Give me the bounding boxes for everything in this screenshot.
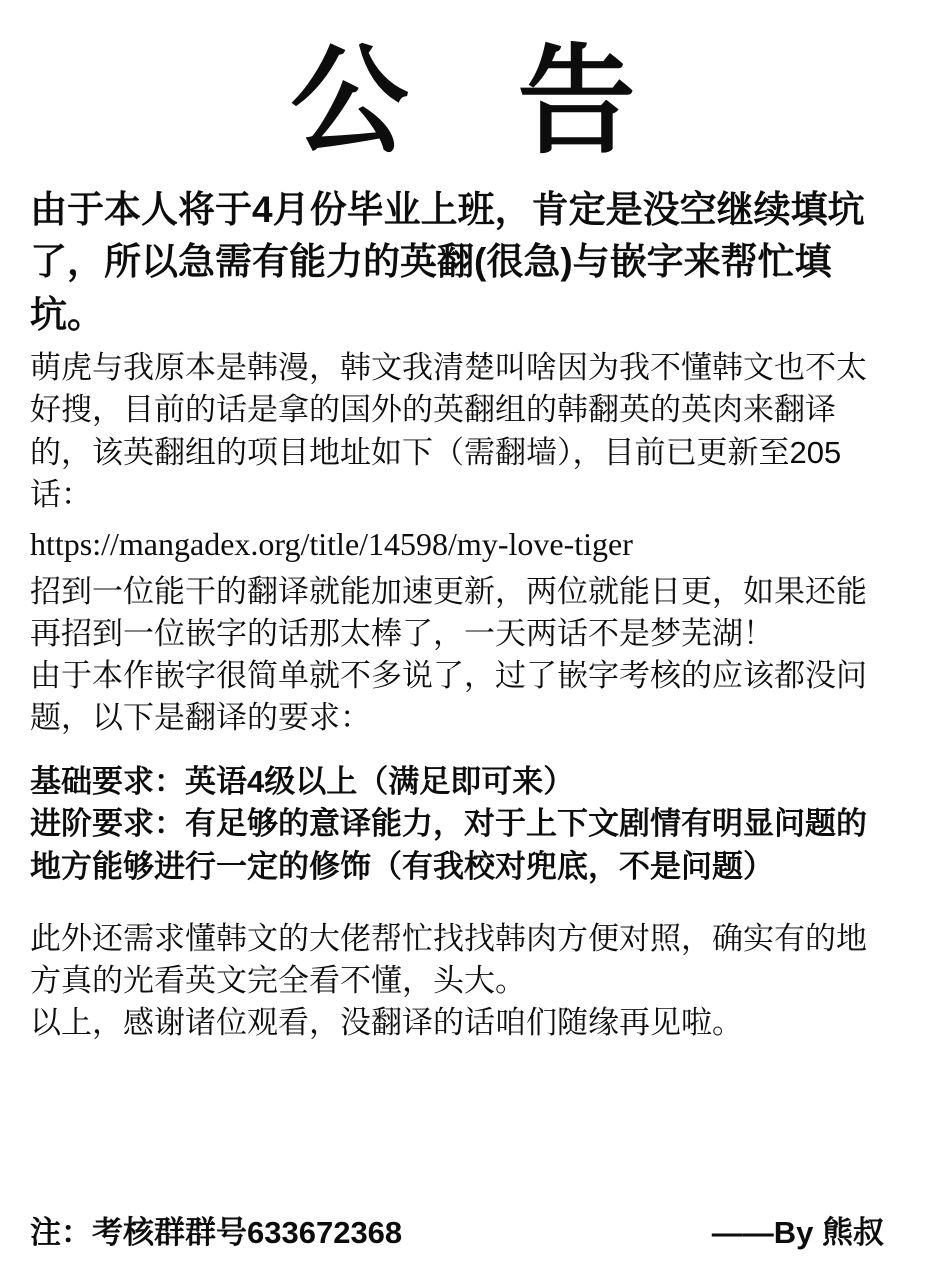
requirement-basic: 基础要求：英语4级以上（满足即可来） (30, 764, 575, 800)
requirement-advanced: 进阶要求：有足够的意译能力，对于上下文剧情有明显问题的地方能够进行一定的修饰（有我校对兜底，不是问题） (30, 806, 867, 884)
paragraph-source-info: 萌虎与我原本是韩漫，韩文我清楚叫啥因为我不懂韩文也不太好搜，目前的话是拿的国外的英翻组的韩翻英的英肉来翻译的，该英翻组的项目地址如下（需翻墙），目前已更新至205话： (30, 350, 867, 512)
mangadex-project-link[interactable]: https://mangadex.org/title/14598/my-love-tiger (30, 525, 633, 562)
footer-signature: ——By 熊叔 (711, 1215, 884, 1250)
paragraph-closing: 以上，感谢诸位观看，没翻译的话咱们随缘再见啦。 (30, 1005, 743, 1041)
page-title: 公 告 (290, 32, 670, 170)
paragraph-typesetting-note: 由于本作嵌字很简单就不多说了，过了嵌字考核的应该都没问题，以下是翻译的要求： (30, 658, 867, 736)
spacer (30, 739, 896, 761)
footer-group-number: 注：考核群群号633672368 (30, 1215, 403, 1250)
lead-paragraph: 由于本人将于4月份毕业上班，肯定是没空继续填坑了，所以急需有能力的英翻(很急)与嵌字来帮忙填坑。 (30, 188, 865, 335)
paragraph-korean-helper: 此外还需求懂韩文的大佬帮忙找找韩肉方便对照，确实有的地方真的光看英文完全看不懂，头大。 (30, 920, 867, 998)
spacer (30, 888, 896, 918)
paragraph-recruit-speed: 招到一位能干的翻译就能加速更新，两位就能日更，如果还能再招到一位嵌字的话那太棒了，一天两话不是梦芜湖！ (30, 573, 867, 651)
footer (30, 1193, 896, 1252)
